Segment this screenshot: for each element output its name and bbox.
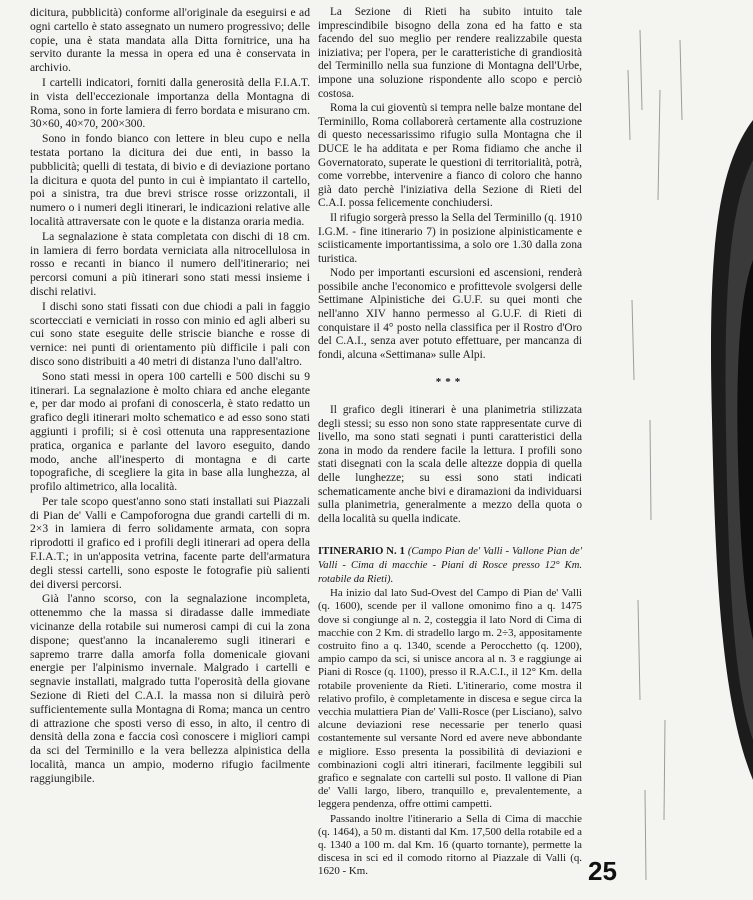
grafico-paragraph: Il grafico degli itinerari è una planimetria stilizzata degli stessi; su esso non sono state rappresentate curve di livello, ma sono stati segnati i punti caratteristici della zona in modo da rendere facile la lettura. I profili sono stati disegnati con la scala delle altezze doppia di quella delle lunghezze; su essi sono stati indicati schematicamente anche bivi e diramazioni da individuarsi sulla planimetria, generalmente a mezzo della quota o della località su quella indicate. [318,404,582,525]
itinerary-paragraph: Passando inoltre l'itinerario a Sella di Cima di macchie (q. 1464), a 50 m. distanti dal Km. 17,500 della rotabile ed a q. 1340 a 100 m. dal Km. 16 (quarto tornante), permette la discesa in sci ed il comodo ritorno al Piazzale di Valli (q. 1620 - Km. [318,812,582,878]
paragraph: Roma la cui gioventù si tempra nelle balze montane del Terminillo, Roma collaborerà certamente alla costruzione di questo necessarissimo rifugio sulla Montagna che il DUCE le ha additata e per Roma fidiamo che anche il Governatorato, superate le questioni di territorialità, potrà, come vorrebbe, intervenire a fianco di coloro che hanno già dato perchè l'iniziativa della Sezione di Rieti del C.A.I. possa felicemente conchiudersi. [318,102,582,210]
left-column [30,6,310,787]
paragraph: Già l'anno scorso, con la segnalazione incompleta, ottenemmo che la massa si diradasse dalle immediate vicinanze della rotabile sui numerosi campi di cui la zona dispone; quest'anno la incanaleremo sugli itinerari e sapremo trarre dalla amorfa folla domenicale giovani energie per l'alpinismo invernale. Malgrado i cartelli e segnavie installati, malgrado tutta l'operosità della giovane Sezione di Rieti del C.A.I. la massa non si diluirà però sufficientemente sulla Montagna di Roma; manca un centro di attrazione che sposti verso di esso, in alto, il centro di densità della zona e faccia così conoscere i migliori campi da sci del Terminillo e la vera bellezza alpinistica della località, manca un ampio, moderno rifugio facilmente raggiungibile. [30,592,310,785]
paragraph: Per tale scopo quest'anno sono stati installati sui Piazzali di Pian de' Valli e Campoforogna due grandi cartelli di m. 2×3 in lamiera di ferro solidamente armata, con sopra riprodotti il grafico ed i profili degli itinerari ad opera della F.I.A.T.; in un'apposita vetrina, facente parte dell'armatura degli stessi cartelli, sono esposte le fotografie più salienti dei diversi percorsi. [30,494,310,591]
itinerary-route: (Campo Pian de' Valli - Vallone Pian de' Valli - Cima di macchie - Piani di Rosce presso 12° Km. rotabile da Rieti). [318,546,582,585]
section-separator: *** [435,376,465,389]
paragraph: dicitura, pubblicità) conforme all'originale da eseguirsi e ad ogni cartello è stato assegnato un numero progressivo; delle copie, una è stata mandata alla Ditta fornitrice, una ha servito durante la messa in opera ed una è conservata in archivio. [30,6,310,75]
paragraph: I cartelli indicatori, forniti dalla generosità della F.I.A.T. in vista dell'eccezionale importanza della Montagna di Roma, sono in forte lamiera di ferro bordata e misurano cm. 30×60, 40×70, 200×300. [30,75,310,131]
paragraph: Sono stati messi in opera 100 cartelli e 500 dischi su 9 itinerari. La segnalazione è molto chiara ed anche elegante e, per dar modo ai profani di conoscerla, è stato redatto un grafico degli itinerari molto schematico e ad esso sono stati aggiunti i profili; si è così ottenuta una rappresentazione pratica, organica e parlante del lavoro eseguito, dando modo, anche all'inesperto di montagna e di carte topografiche, di scegliere la gita in base alla lunghezza, al profilo altimetrico, alla località. [30,369,310,494]
paragraph: Sono in fondo bianco con lettere in bleu cupo e nella testata portano la dicitura dei due enti, in basso la pubblicità; quelli di testata, di bivio e di deviazione portano la dicitura e quota del punto in cui è impiantato il cartello, poi a sinistra, tra due brevi strisce rosse orizzontali, il numero o i numeri degli itinerari, le indicazioni relative alle località attraversate con le quote e la distanza oraria media. [30,132,310,228]
right-column [318,6,582,880]
paragraph: La Sezione di Rieti ha subito intuito tale imprescindibile bisogno della zona ed ha fatto e sta facendo del suo meglio per rendere realizzabile questa iniziativa; per l'opera, per le caratteristiche di grandiosità del Terminillo nella sua funzione di Montagna dell'Urbe, impone una soluzione rispondente allo scopo e perciò costosa. [318,6,582,100]
paragraph: Il rifugio sorgerà presso la Sella del Terminillo (q. 1910 I.G.M. - fine itinerario 7) in posizione alpinisticamente e sciisticamente importantissima, a solo ore 1.30 dalla zona turistica. [318,211,582,265]
paragraph: La segnalazione è stata completata con dischi di 18 cm. in lamiera di ferro bordata verniciata alla nitrocellulosa in rosso e recanti in bianco il numero dell'itinerario; nei percorsi comuni a più itinerari sono stati messi insieme i dischi relativi. [30,229,310,298]
itinerary-title: ITINERARIO N. 1 [318,546,405,558]
paragraph: I dischi sono stati fissati con due chiodi a pali in faggio scortecciati e verniciati in rosso con minio ed agli alberi su cui sono state eseguite delle striscie bianche e rosse di vernice: nei punti di orientamento più difficile i pali con disco sono distribuiti a 40 metri di distanza l'uno dall'altro. [30,299,310,368]
spacer [318,527,582,545]
itinerary-heading [318,545,582,586]
page-number: 25 [588,856,617,886]
paragraph: Nodo per importanti escursioni ed ascensioni, renderà possibile anche l'economico e profittevole svolgersi delle Settimane Alpinistiche dei G.U.F. su quei monti che nell'anno XIV hanno permesso al G.U.F. di Rieti di conquistare il 4° posto nella classifica per il Rostro d'Oro del C.A.I., senza aver potuto effettuare, per mancanza di fondi, alcuna «Settimana» sulle Alpi. [318,267,582,361]
photo-edge-image [620,0,753,900]
itinerary-paragraph: Ha inizio dal lato Sud-Ovest del Campo di Pian de' Valli (q. 1600), scende per il vallone omonimo fino a q. 1475 dove si congiunge al n. 2, costeggia il lato Nord di Cima di macchie con 2 Km. di stradello largo m. 2÷3, appositamente costruito fino a q. 1340, scende a Perocchetto (q. 1200), ampio campo da sci, si unisce ancora al n. 3 e raggiunge ai Piani di Rosce (q. 1100), presso il R.A.C.I., il 12° Km. della rotabile proveniente da Rieti. L'itinerario, come mostra il relativo profilo, è completamente in discesa e segue circa la vecchia mulattiera Pian de' Valli-Rosce (per Lisciano), salvo alcune deviazioni rese necessarie per tenerlo quasi costantemente sul versante Nord ed avere neve abbondante e migliore. Esso presenta la possibilità di deviazioni e combinazioni cogli altri itinerari, facilmente leggibili sul grafico e segnalate con cartelli sul posto. Il vallone di Pian de' Valli largo, libero, tranquillo e, prevalentemente, a leggera pendenza, offre ottimi campetti. [318,587,582,811]
